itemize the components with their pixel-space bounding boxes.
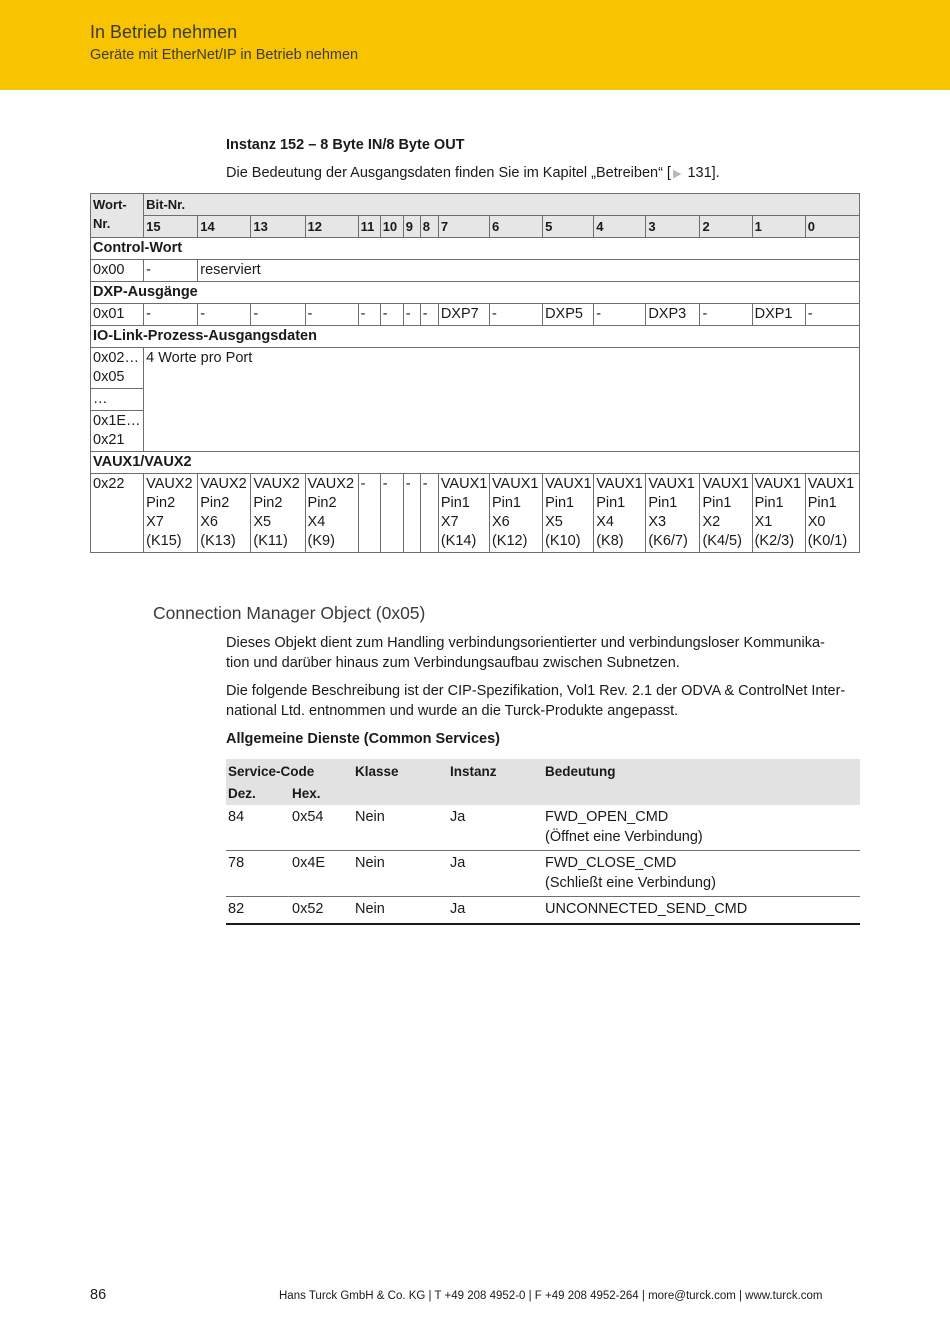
bit-cell: VAUX1 Pin1 X6 (K12) xyxy=(489,474,542,553)
bit-cell: - xyxy=(380,304,403,326)
section-heading: Connection Manager Object (0x05) xyxy=(153,603,426,623)
bit-number-cell: 10 xyxy=(380,216,403,238)
bit-cell: - xyxy=(144,304,198,326)
word-cell: 0x00 xyxy=(91,260,144,282)
bit-number-cell: 14 xyxy=(198,216,251,238)
services-title: Allgemeine Dienste (Common Services) xyxy=(226,731,500,747)
bit-cell: VAUX1 Pin1 X5 (K10) xyxy=(543,474,594,553)
dxp-section: DXP-Ausgänge xyxy=(91,282,860,304)
bit-cell: - xyxy=(358,304,380,326)
bit-number-cell: 11 xyxy=(358,216,380,238)
bit-cell: VAUX2 Pin2 X7 (K15) xyxy=(144,474,198,553)
vaux-section: VAUX1/VAUX2 xyxy=(91,452,860,474)
bit-cell: - xyxy=(805,304,859,326)
table-row xyxy=(91,304,860,326)
bit-number-cell: 12 xyxy=(305,216,358,238)
section-row xyxy=(91,452,860,474)
bit-cell: DXP3 xyxy=(646,304,700,326)
bit-cell: - xyxy=(305,304,358,326)
bit-number-cell: 15 xyxy=(144,216,198,238)
service-dez-cell: 84 xyxy=(226,805,290,851)
service-row xyxy=(226,805,860,851)
bit-number-cell: 0 xyxy=(805,216,859,238)
paragraph: Die folgende Beschreibung ist der CIP-Spezifikation, Vol1 Rev. 2.1 der ODVA & ControlNet Inter- national Ltd. entnommen und wurde an die Turck-Produkte angepasst. xyxy=(226,683,846,719)
bit-number-cell: 3 xyxy=(646,216,700,238)
instance-desc-link[interactable]: 131]. xyxy=(683,165,720,181)
word-cell: 0x01 xyxy=(91,304,144,326)
service-instanz-cell: Ja xyxy=(448,805,543,851)
bit-number-cell: 2 xyxy=(700,216,752,238)
bit-cell: DXP7 xyxy=(438,304,489,326)
iol-section: IO-Link-Prozess-Ausgangsdaten xyxy=(91,326,860,348)
service-hex-cell: 0x54 xyxy=(290,805,353,851)
footer-contact: Hans Turck GmbH & Co. KG | T +49 208 4952-0 | F +49 208 4952-264 | more@turck.com | www.turck.com xyxy=(279,1290,823,1302)
chapter-subtitle: Geräte mit EtherNet/IP in Betrieb nehmen xyxy=(90,47,359,63)
section-row xyxy=(91,282,860,304)
instanz-header: Instanz xyxy=(448,759,543,783)
services-subheader-row xyxy=(226,783,860,806)
hex-header: Hex. xyxy=(290,783,353,806)
paragraph: Dieses Objekt dient zum Handling verbindungsorientierter und verbindungsloser Kommunika- tion und darüber hinaus zum Verbindungsaufbau zwischen Subnetzen. xyxy=(226,635,825,671)
service-dez-cell: 82 xyxy=(226,897,290,924)
bit-cell: - xyxy=(489,304,542,326)
word-nr-header: Wort- Nr. xyxy=(91,194,144,238)
word-cell: 0x02… 0x05 xyxy=(91,348,144,389)
bit-cell: - xyxy=(403,304,420,326)
table-row xyxy=(91,474,860,553)
service-klasse-cell: Nein xyxy=(353,805,448,851)
bit-cell: VAUX1 Pin1 X4 (K8) xyxy=(594,474,646,553)
bit-number-row xyxy=(91,216,860,238)
link-arrow-icon: ▶ xyxy=(672,168,682,180)
services-table xyxy=(226,759,860,925)
bit-cell: VAUX1 Pin1 X0 (K0/1) xyxy=(805,474,859,553)
klasse-header: Klasse xyxy=(353,759,448,783)
bit-number-cell: 9 xyxy=(403,216,420,238)
bit-cell: - xyxy=(420,304,438,326)
service-dez-cell: 78 xyxy=(226,851,290,897)
word-cell: 0x22 xyxy=(91,474,144,553)
iol-content-cell: 4 Worte pro Port xyxy=(144,348,860,452)
service-bedeutung-cell: FWD_CLOSE_CMD (Schließt eine Verbindung) xyxy=(543,851,860,897)
table-row xyxy=(91,260,860,282)
control-word-section: Control-Wort xyxy=(91,238,860,260)
service-row xyxy=(226,851,860,897)
bit-cell: - xyxy=(420,474,438,553)
bit-number-cell: 5 xyxy=(543,216,594,238)
bit-cell: VAUX2 Pin2 X6 (K13) xyxy=(198,474,251,553)
section-row xyxy=(91,326,860,348)
bit-cell: - xyxy=(700,304,752,326)
bit-cell: - xyxy=(358,474,380,553)
bit-cell: - xyxy=(198,304,251,326)
word-cell: 0x1E… 0x21 xyxy=(91,411,144,452)
bit-table xyxy=(90,193,860,553)
bit-cell: DXP5 xyxy=(543,304,594,326)
bit-cell: - xyxy=(144,260,198,282)
instance-desc-text: Die Bedeutung der Ausgangsdaten finden Sie im Kapitel „Betreiben“ [ xyxy=(226,165,671,181)
reserved-cell: reserviert xyxy=(198,260,860,282)
service-instanz-cell: Ja xyxy=(448,851,543,897)
service-bedeutung-cell: UNCONNECTED_SEND_CMD xyxy=(543,897,860,924)
service-klasse-cell: Nein xyxy=(353,897,448,924)
bit-cell: DXP1 xyxy=(752,304,805,326)
bit-number-cell: 4 xyxy=(594,216,646,238)
chapter-title: In Betrieb nehmen xyxy=(90,22,238,42)
instance-description xyxy=(226,165,720,181)
bit-cell: - xyxy=(594,304,646,326)
page-header xyxy=(0,0,950,90)
bit-number-cell: 8 xyxy=(420,216,438,238)
services-body xyxy=(226,805,860,924)
bit-cell: - xyxy=(403,474,420,553)
service-hex-cell: 0x52 xyxy=(290,897,353,924)
table-row xyxy=(91,348,860,389)
service-klasse-cell: Nein xyxy=(353,851,448,897)
bit-cell: VAUX1 Pin1 X1 (K2/3) xyxy=(752,474,805,553)
bit-cell: VAUX2 Pin2 X5 (K11) xyxy=(251,474,305,553)
bit-cell: VAUX1 Pin1 X2 (K4/5) xyxy=(700,474,752,553)
instance-title: Instanz 152 – 8 Byte IN/8 Byte OUT xyxy=(226,137,465,153)
bit-cell: VAUX2 Pin2 X4 (K9) xyxy=(305,474,358,553)
service-bedeutung-cell: FWD_OPEN_CMD (Öffnet eine Verbindung) xyxy=(543,805,860,851)
bit-cell: - xyxy=(251,304,305,326)
service-row xyxy=(226,897,860,924)
service-instanz-cell: Ja xyxy=(448,897,543,924)
page-number: 86 xyxy=(90,1287,107,1303)
bit-cell: VAUX1 Pin1 X7 (K14) xyxy=(438,474,489,553)
section-row xyxy=(91,238,860,260)
word-cell: … xyxy=(91,389,144,411)
bedeutung-header: Bedeutung xyxy=(543,759,860,783)
bit-nr-header: Bit-Nr. xyxy=(144,194,860,216)
bit-cell: VAUX1 Pin1 X3 (K6/7) xyxy=(646,474,700,553)
dez-header: Dez. xyxy=(226,783,290,806)
bit-number-cell: 7 xyxy=(438,216,489,238)
bit-number-cell: 6 xyxy=(489,216,542,238)
bit-table-header-row xyxy=(91,194,860,216)
bit-cell: - xyxy=(380,474,403,553)
service-code-header: Service-Code xyxy=(226,759,353,783)
services-header-row xyxy=(226,759,860,783)
bit-number-cell: 13 xyxy=(251,216,305,238)
bit-number-cell: 1 xyxy=(752,216,805,238)
service-hex-cell: 0x4E xyxy=(290,851,353,897)
